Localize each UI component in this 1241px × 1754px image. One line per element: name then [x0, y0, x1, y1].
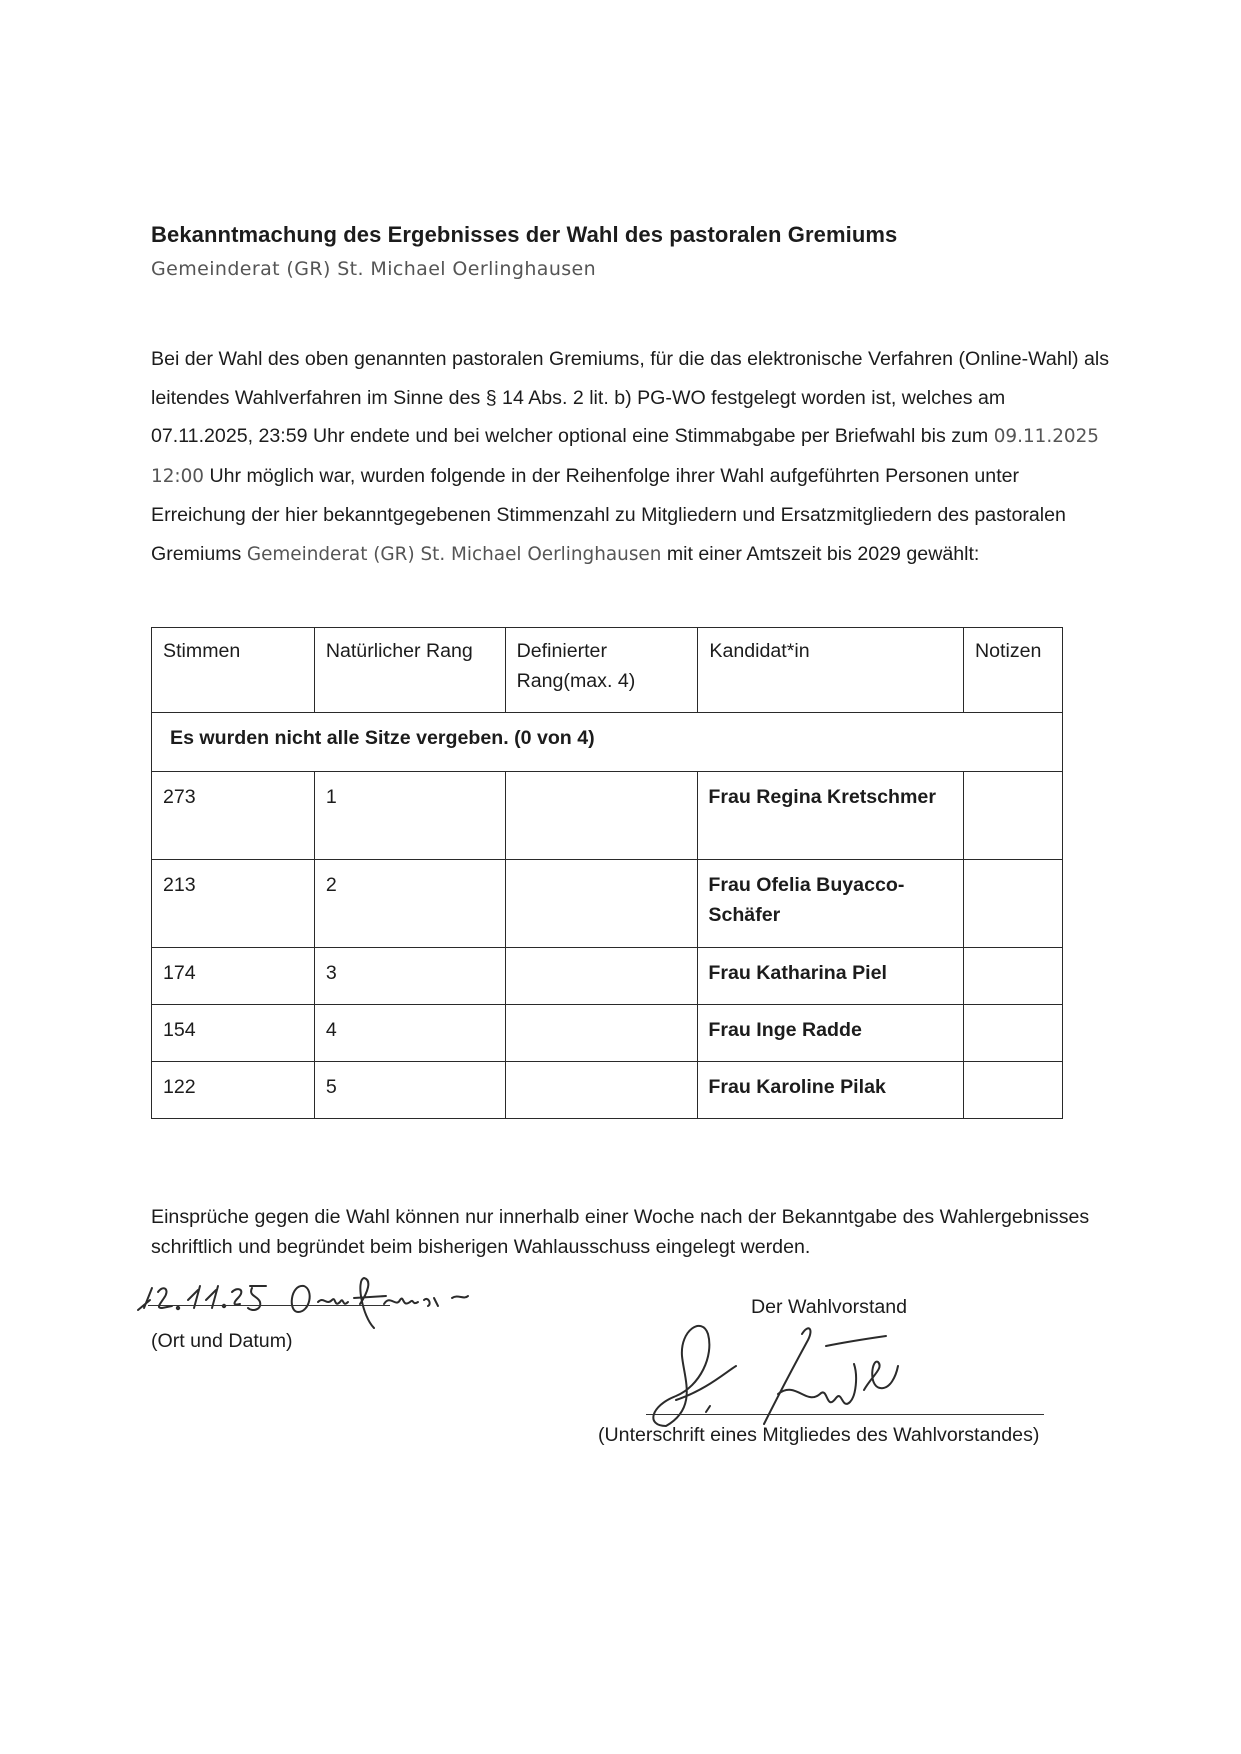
results-table	[151, 627, 1063, 1119]
header-defined-rank: Definierter Rang(max. 4)	[505, 628, 698, 713]
intro-text-part2: Uhr möglich war, wurden folgende in der Reihenfolge ihrer Wahl aufgeführten Personen unter Erreichung der hier bekanntgegebenen Stimmenzahl zu Mitgliedern und Ersatzmitgliedern des pastoralen Gremiums	[151, 464, 1066, 565]
defined-rank-cell	[505, 1005, 698, 1062]
seats-notice: Es wurden nicht alle Sitze vergeben. (0 von 4)	[152, 713, 1063, 772]
candidate-cell: Frau Katharina Piel	[698, 948, 964, 1005]
natural-rank-cell: 2	[314, 860, 505, 948]
defined-rank-cell	[505, 772, 698, 860]
header-votes: Stimmen	[152, 628, 315, 713]
candidate-cell: Frau Karoline Pilak	[698, 1062, 964, 1119]
votes-cell: 174	[152, 948, 315, 1005]
candidate-cell: Frau Regina Kretschmer	[698, 772, 964, 860]
defined-rank-cell	[505, 1062, 698, 1119]
election-board-label: Der Wahlvorstand	[751, 1296, 908, 1318]
natural-rank-cell: 3	[314, 948, 505, 1005]
table-row	[152, 1062, 1063, 1119]
header-candidate: Kandidat*in	[698, 628, 964, 713]
defined-rank-cell	[505, 948, 698, 1005]
natural-rank-cell: 4	[314, 1005, 505, 1062]
intro-deadline: 09.11.2025 12:00	[151, 426, 1100, 487]
signature-image	[636, 1316, 1056, 1436]
notes-cell	[963, 772, 1062, 860]
table-row	[152, 772, 1063, 860]
table-row	[152, 860, 1063, 948]
notes-cell	[963, 1005, 1062, 1062]
notes-cell	[963, 948, 1062, 1005]
candidate-cell: Frau Inge Radde	[698, 1005, 964, 1062]
votes-cell: 122	[152, 1062, 315, 1119]
place-date-line	[148, 1305, 390, 1306]
defined-rank-cell	[505, 860, 698, 948]
intro-text-part1: Bei der Wahl des oben genannten pastoralen Gremiums, für die das elektronische Verfahren (Online-Wahl) als leitendes Wahlverfahren im Sinne des § 14 Abs. 2 lit. b) PG-WO festgelegt worden ist, welches am 07.11.2025, 23:59 Uhr endete und bei welcher optional eine Stimmabgabe per Briefwahl bis zum	[151, 348, 1110, 448]
table-row	[152, 948, 1063, 1005]
votes-cell: 213	[152, 860, 315, 948]
header-natural-rank: Natürlicher Rang	[314, 628, 505, 713]
place-date-label: (Ort und Datum)	[151, 1330, 293, 1352]
document-subtitle: Gemeinderat (GR) St. Michael Oerlinghausen	[151, 258, 597, 280]
intro-body-name: Gemeinderat (GR) St. Michael Oerlinghausen	[246, 543, 662, 565]
candidate-cell: Frau Ofelia Buyacco-Schäfer	[698, 860, 964, 948]
table-header-row	[152, 628, 1063, 713]
intro-paragraph	[151, 340, 1111, 575]
objection-notice: Einsprüche gegen die Wahl können nur innerhalb einer Woche nach der Bekanntgabe des Wahlergebnisses schriftlich und begründet beim bisherigen Wahlausschuss eingelegt werden.	[151, 1206, 1090, 1258]
table-notice-row	[152, 713, 1063, 772]
votes-cell: 154	[152, 1005, 315, 1062]
notes-cell	[963, 1062, 1062, 1119]
natural-rank-cell: 5	[314, 1062, 505, 1119]
signature-label: (Unterschrift eines Mitgliedes des Wahlvorstandes)	[598, 1424, 1040, 1446]
signature-line	[646, 1414, 1044, 1415]
intro-text-part3: mit einer Amtszeit bis 2029 gewählt:	[661, 542, 980, 565]
notes-cell	[963, 860, 1062, 948]
header-notes: Notizen	[963, 628, 1062, 713]
document-title: Bekanntmachung des Ergebnisses der Wahl des pastoralen Gremiums	[151, 222, 898, 247]
natural-rank-cell: 1	[314, 772, 505, 860]
table-row	[152, 1005, 1063, 1062]
votes-cell: 273	[152, 772, 315, 860]
